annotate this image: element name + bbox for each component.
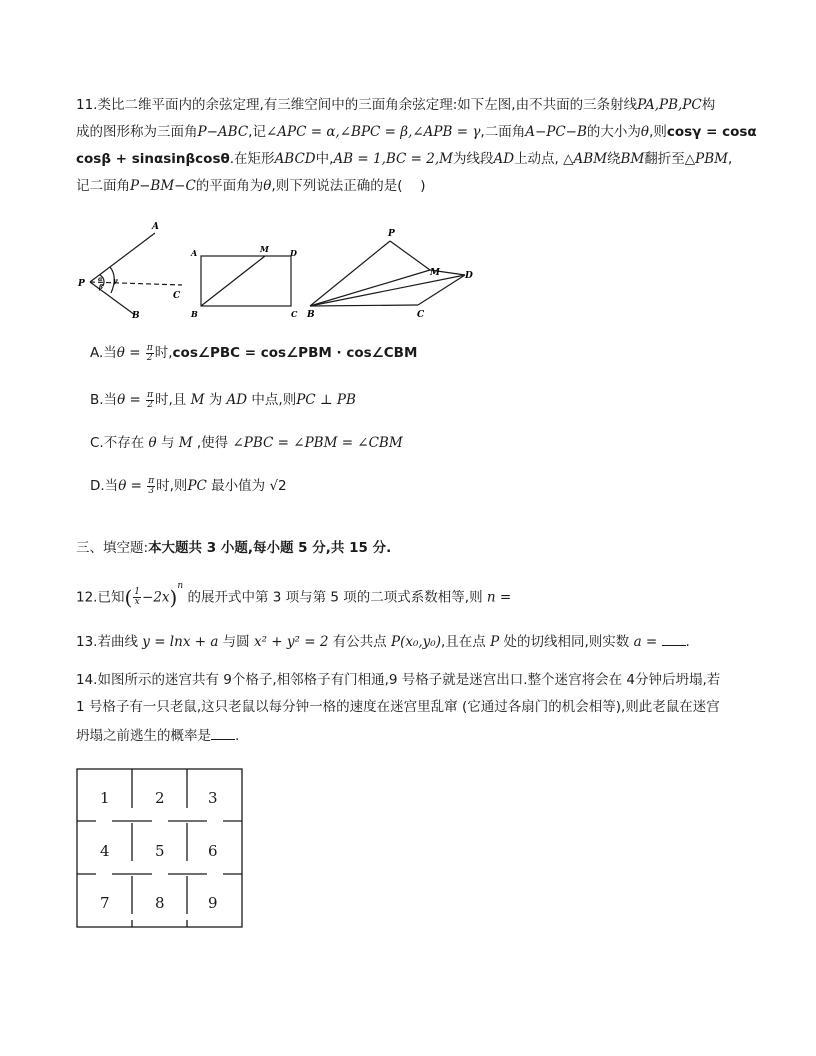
maze-cell-2: 2 [155, 789, 165, 807]
fig1-label-beta: β [99, 284, 103, 291]
q11-line4: 记二面角P−BM−C的平面角为θ,则下列说法正确的是( ) [76, 178, 426, 194]
q14-line3: 坍塌之前逃生的概率是 . [76, 725, 756, 746]
maze-cell-1: 1 [100, 789, 110, 807]
fig1-label-p: P [78, 279, 85, 289]
maze-cell-9: 9 [208, 894, 218, 912]
maze-cell-8: 8 [155, 894, 165, 912]
q14-line2: 1 号格子有一只老鼠,这只老鼠以每分钟一格的速度在迷宫里乱窜 (它通过各扇门的机会相等),则此老鼠在迷宫 [76, 699, 720, 715]
fig3-label-d: D [465, 271, 473, 281]
q11-line1: 11.类比二维平面内的余弦定理,有三维空间中的三面角余弦定理:如下左图,由不共面的三条射线PA,PB,PC构 [76, 97, 716, 113]
fig1-label-a: A [152, 222, 159, 232]
q14-answer-blank[interactable] [211, 725, 235, 740]
q14-line1: 14.如图所示的迷宫共有 9个格子,相邻格子有门相通,9 号格子就是迷宫出口.整个迷宫将会在 4分钟后坍塌,若 [76, 672, 721, 688]
fig3-label-b: B [307, 310, 315, 320]
fig2-label-d: D [290, 248, 297, 258]
fig2-label-m: M [260, 244, 269, 254]
q12: 12.已知( $\frac{1}{x}$ −2x)$^n$ 的展开式中第 3 项与第 5 项的二项式系数相等,则 n = [76, 581, 512, 610]
fig1-label-b: B [132, 311, 140, 321]
fig2-label-b: B [191, 309, 198, 319]
q11-line2: 成的图形称为三面角P−ABC,记∠APC = α,∠BPC = β,∠APB = γ,二面角A−PC−B的大小为θ,则cosγ = cosα [76, 124, 757, 140]
figure-trihedral-angle [90, 233, 182, 315]
q11-line3: cosβ + sinαsinβcosθ.在矩形ABCD中,AB = 1,BC = 2,M为线段AD上动点, △ABM绕BM翻折至△PBM, [76, 151, 733, 167]
q13-answer-blank[interactable] [662, 631, 686, 646]
fig3-label-c: C [417, 310, 425, 320]
q11-figures [70, 215, 490, 325]
maze-figure [76, 768, 246, 930]
fig3-label-p: P [388, 229, 395, 239]
q13: 13.若曲线 y = lnx + a 与圆 x² + y² = 2 有公共点 P(x₀,y₀),且在点 P 处的切线相同,则实数 a = . [76, 631, 756, 652]
fig1-label-c: C [173, 291, 181, 301]
q11-option-b: B.当θ = $\frac{\pi}{2}$ 时,且 M 为 AD 中点,则PC ⊥ PB [90, 389, 356, 410]
figure-folded [310, 241, 465, 306]
q11-option-d: D.当θ = $\frac{\pi}{3}$ 时,则PC 最小值为 √2 [90, 475, 287, 496]
fig3-label-m: M [430, 268, 440, 278]
maze-cell-5: 5 [155, 842, 165, 860]
q11-option-a: A.当θ = $\frac{\pi}{2}$ 时,cos∠PBC = cos∠PBM · cos∠CBM [90, 342, 418, 363]
fig2-label-a: A [191, 248, 198, 258]
section3-header: 三、填空题:本大题共 3 小题,每小题 5 分,共 15 分. [76, 540, 392, 556]
maze-cell-7: 7 [100, 894, 110, 912]
q11-option-c: C.不存在 θ 与 M ,使得 ∠PBC = ∠PBM = ∠CBM [90, 435, 403, 451]
maze-cell-3: 3 [208, 789, 218, 807]
figure-rectangle [201, 256, 291, 306]
fig1-label-gamma: γ [113, 276, 118, 285]
maze-cell-4: 4 [100, 842, 110, 860]
fig1-label-alpha: α [98, 276, 103, 283]
maze-cell-6: 6 [208, 842, 218, 860]
fig2-label-c: C [291, 309, 298, 319]
